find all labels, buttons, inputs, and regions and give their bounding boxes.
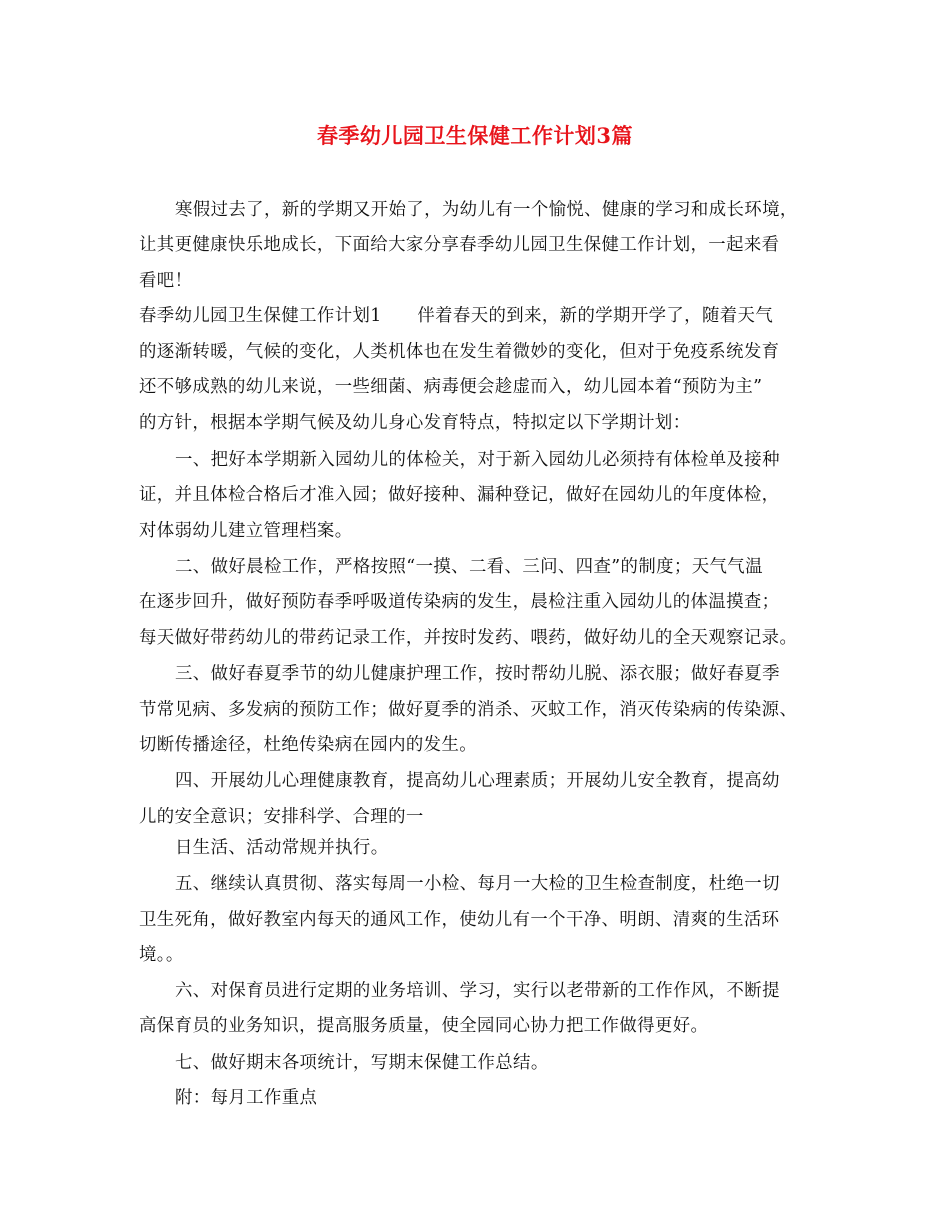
- paragraph-line: 二、做好晨检工作，严格按照“一摸、二看、三问、四查”的制度；天气气温: [175, 557, 763, 577]
- paragraph-line: 切断传播途径，杜绝传染病在园内的发生。: [139, 735, 478, 755]
- paragraph-line: 卫生死角，做好教室内每天的通风工作，使幼儿有一个干净、明朗、清爽的生活环: [139, 910, 780, 930]
- document-title: 春季幼儿园卫生保健工作计划3篇: [316, 123, 634, 148]
- paragraph-line: 的逐渐转暖，气候的变化，人类机体也在发生着微妙的变化，但对于免疫系统发育: [139, 342, 780, 362]
- paragraph-line: 每天做好带药幼儿的带药记录工作，并按时发药、喂药，做好幼儿的全天观察记录。: [139, 628, 798, 648]
- paragraph-line: 的方针，根据本学期气候及幼儿身心发育特点，特拟定以下学期计划：: [139, 413, 691, 433]
- paragraph-line: 对体弱幼儿建立管理档案。: [139, 521, 353, 541]
- paragraph-line: 寒假过去了，新的学期又开始了，为幼儿有一个愉悦、健康的学习和成长环境，: [175, 200, 798, 220]
- paragraph-line: 四、开展幼儿心理健康教育，提高幼儿心理素质；开展幼儿安全教育，提高幼: [175, 771, 780, 791]
- paragraph-line: 儿的安全意识；安排科学、合理的一: [139, 807, 424, 827]
- paragraph-line: 让其更健康快乐地成长，下面给大家分享春季幼儿园卫生保健工作计划，一起来看: [139, 235, 780, 255]
- paragraph-line: 一、把好本学期新入园幼儿的体检关，对于新入园幼儿必须持有体检单及接种: [175, 450, 780, 470]
- paragraph-line: 七、做好期末各项统计，写期末保健工作总结。: [175, 1053, 549, 1073]
- paragraph-line: 五、继续认真贯彻、落实每周一小检、每月一大检的卫生检查制度，杜绝一切: [175, 874, 780, 894]
- paragraph-line: 还不够成熟的幼儿来说，一些细菌、病毒便会趁虚而入，幼儿园本着“预防为主”: [139, 377, 763, 397]
- paragraph-line: 附：每月工作重点: [175, 1088, 318, 1108]
- paragraph-line: 六、对保育员进行定期的业务培训、学习，实行以老带新的工作作风，不断提: [175, 981, 780, 1001]
- paragraph-line: 节常见病、多发病的预防工作；做好夏季的消杀、灭蚊工作，消灭传染病的传染源、: [139, 700, 798, 720]
- paragraph-line: 日生活、活动常规并执行。: [175, 838, 389, 858]
- paragraph-line: 高保育员的业务知识，提高服务质量，使全园同心协力把工作做得更好。: [139, 1016, 709, 1036]
- paragraph-line: 春季幼儿园卫生保健工作计划1 伴着春天的到来，新的学期开学了，随着天气: [139, 306, 774, 326]
- paragraph-line: 看吧！: [139, 271, 193, 291]
- paragraph-line: 证，并且体检合格后才准入园；做好接种、漏种登记，做好在园幼儿的年度体检，: [139, 485, 780, 505]
- paragraph-line: 三、做好春夏季节的幼儿健康护理工作，按时帮幼儿脱、添衣服；做好春夏季: [175, 664, 780, 684]
- paragraph-line: 在逐步回升，做好预防春季呼吸道传染病的发生，晨检注重入园幼儿的体温摸查；: [139, 592, 780, 612]
- paragraph-line: 境。。: [139, 945, 184, 965]
